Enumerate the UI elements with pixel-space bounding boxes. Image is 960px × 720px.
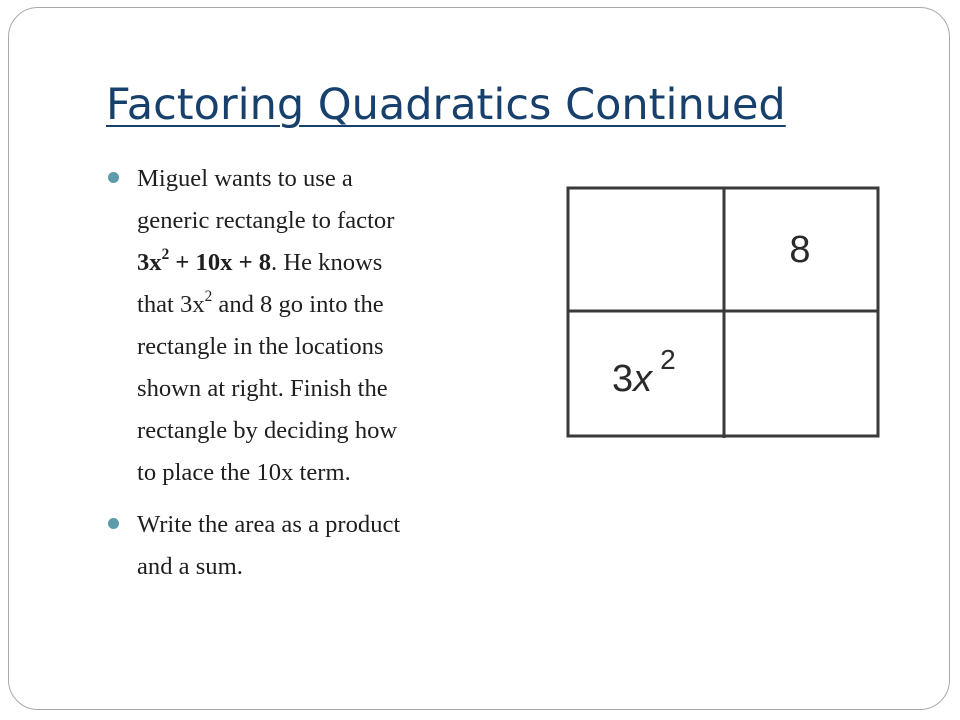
cell-bottom-left-label: 3x $^2$ <box>612 344 676 400</box>
slide-title: Factoring Quadratics Continued <box>106 80 786 130</box>
quadratic-expression: $3x^2 + 10x + 8$ <box>137 245 272 276</box>
bullet-line: rectangle by deciding how <box>137 417 398 444</box>
bullet-line: Miguel wants to use a <box>137 165 353 192</box>
bullet-line: and a sum. <box>137 553 243 580</box>
bullet-line: $3x^2 + 10x + 8$. He knows <box>137 245 383 276</box>
bullet-item-problem <box>108 158 480 494</box>
generic-rectangle <box>566 186 882 442</box>
bullet-line: that $3x^2$ and 8 go into the <box>137 287 384 318</box>
bullet-dot-icon <box>108 518 119 529</box>
bullet-list <box>108 158 480 598</box>
bullet-line: generic rectangle to factor <box>137 207 395 234</box>
bullet-line: shown at right. Finish the <box>137 375 388 402</box>
bullet-dot-icon <box>108 172 119 183</box>
bullet-item-task <box>108 504 480 588</box>
bullet-line: to place the 10x term. <box>137 459 351 486</box>
bullet-line: rectangle in the locations <box>137 333 384 360</box>
bullet-line: Write the area as a product <box>137 511 401 538</box>
cell-top-right-label: 8 <box>789 229 811 271</box>
